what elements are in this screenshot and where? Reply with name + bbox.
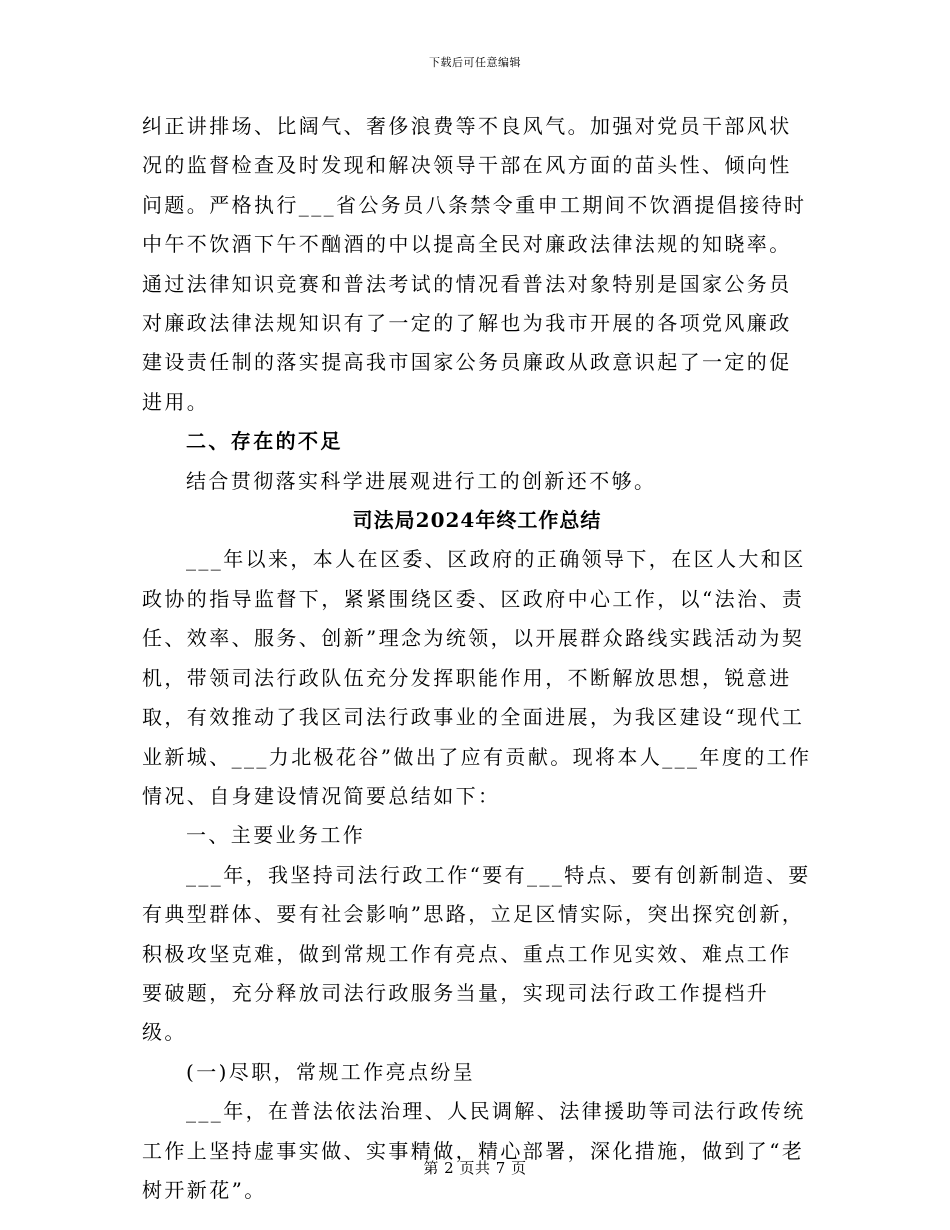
paragraph-main-work: ___年，我坚持司法行政工作“要有___特点、要有创新制造、要有典型群体、要有社会影响”思路，立足区情实际，突出探究创新，积极攻坚克难，做到常规工作有亮点、重点工作见实效、难点工作要破题，充分释放司法行政服务当量，实现司法行政工作提档升级。 <box>142 862 811 1045</box>
paragraph-continued: 纠正讲排场、比阔气、奢侈浪费等不良风气。加强对党员干部风状况的监督检查及时发现和解决领导干部在风方面的苗头性、倾向性问题。严格执行___省公务员八条禁令重申工期间不饮酒提倡接待时中午不饮酒下午不酗酒的中以提高全民对廉政法律法规的知晓率。通过法律知识竞赛和普法考试的情况看普法对象特别是国家公务员对廉政法律法规知识有了一定的了解也为我市开展的各项党风廉政建设责任制的落实提高我市国家公务员廉政从政意识起了一定的促进用。 <box>142 114 807 414</box>
document-body <box>142 107 812 1210</box>
paragraph-intro: ___年以来，本人在区委、区政府的正确领导下，在区人大和区政协的指导监督下，紧紧围绕区委、区政府中心工作，以“法治、责任、效率、服务、创新”理念为统领，以开展群众路线实践活动为契机，带领司法行政队伍充分发挥职能作用，不断解放思想，锐意进取，有效推动了我区司法行政事业的全面进展，为我区建设“现代工业新城、___力北极花谷”做出了应有贡献。现将本人___年度的工作情况、自身建设情况简要总结如下： <box>142 547 812 808</box>
document-title: 司法局2024年终工作总结 <box>352 508 602 533</box>
subsection-heading-routine-work: (一)尽职，常规工作亮点纷呈 <box>186 1059 476 1084</box>
page-footer: 第 2 页共 7 页 <box>423 1159 527 1177</box>
paragraph-shortcomings: 结合贯彻落实科学进展观进行工的创新还不够。 <box>186 468 657 493</box>
section-heading-main-work: 一、主要业务工作 <box>186 823 366 848</box>
page-header: 下载后可任意编辑 <box>429 56 521 69</box>
section-heading-shortcomings: 二、存在的不足 <box>186 429 343 454</box>
paragraph-routine-work: ___年，在普法依法治理、人民调解、法律援助等司法行政传统工作上坚持虚事实做、实事精做，精心部署，深化措施，做到了“老树开新花”。 <box>142 1099 806 1202</box>
